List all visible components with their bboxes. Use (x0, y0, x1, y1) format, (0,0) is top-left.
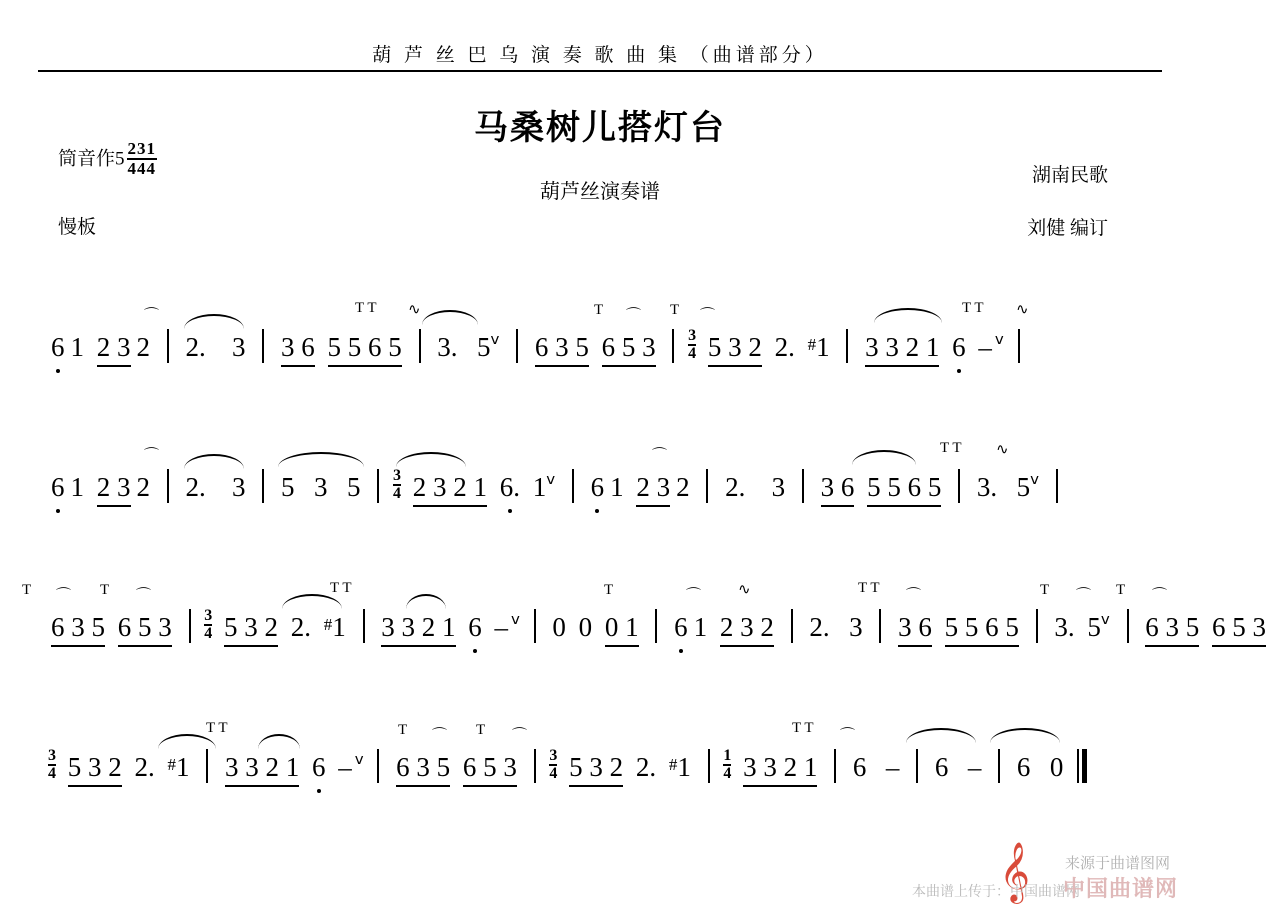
score-line-3 (0, 580, 1267, 700)
slur-arc-icon: ⌒ (652, 448, 668, 464)
score-line-2-notes (48, 468, 1160, 507)
tone-fraction (127, 140, 158, 178)
note: #1 (167, 752, 190, 782)
time-signature: $\frac{3}{4}$ (393, 467, 401, 502)
note: 3. (437, 332, 458, 362)
note-group: 6 5 3 (118, 612, 172, 647)
page-title: 马桑树儿搭灯台 (474, 110, 726, 147)
note: 1 (70, 332, 84, 362)
note-group: 6 5 3 (463, 752, 517, 787)
note-group: 5 5 6 5 (328, 332, 402, 367)
note: 3 (314, 472, 328, 502)
note: 5 (347, 472, 361, 502)
slur-arc-icon: ⌒ (1076, 588, 1092, 604)
arranger-credit: 刘健 编订 (1027, 218, 1108, 239)
note-group: 3 3 2 1 (743, 752, 817, 787)
tie-arc (852, 450, 916, 465)
mordent-icon: ∿ (1016, 302, 1029, 318)
tie-arc (258, 734, 300, 749)
note-group: 6 3 5 (51, 612, 105, 647)
note: $5^ⅴ$ (1087, 612, 1110, 642)
slur-arc-icon: ⌒ (686, 588, 702, 604)
barline (167, 329, 169, 363)
slur-arc-icon: ⌒ (906, 588, 922, 604)
note-group: 2 3 (97, 472, 131, 507)
note: 2. (635, 752, 657, 782)
barline (708, 749, 710, 783)
note: 2 (136, 472, 150, 502)
note-group: 5 3 2 (708, 332, 762, 367)
tongue-articulation-icon: T T (858, 580, 880, 596)
origin-credit: 湖南民歌 (1031, 165, 1108, 186)
tongue-articulation-icon: T T (206, 720, 228, 736)
note-group: 6 3 5 (535, 332, 589, 367)
note-group: 3 3 2 1 (865, 332, 939, 367)
slur-arc-icon: ⌒ (144, 448, 160, 464)
time-signature: $\frac{3}{4}$ (688, 327, 697, 362)
tie-arc (406, 594, 446, 609)
note: 2. (134, 752, 155, 782)
note-group: 3 3 2 1 (225, 752, 299, 787)
tongue-articulation-icon: T (398, 722, 408, 738)
tone-fraction-denominator: 444 (127, 158, 157, 178)
note-group: 2 3 (636, 472, 670, 507)
barline (516, 329, 518, 363)
tie-arc (422, 310, 478, 325)
score-line-1-notes: 6 1 2 3 2 2. 3 3 6 5 5 6 5 3. $5^ⅴ$ 6 3 5 6 5 3 $\frac{3}{4}$ 5 3 2 2. #1 3 3 2 1 6 – $^ⅴ$ (48, 328, 1160, 367)
barline (534, 749, 536, 783)
barline (262, 329, 264, 363)
note: 2. (290, 612, 311, 642)
note: 2 (676, 472, 690, 502)
time-signature: $\frac{3}{4}$ (549, 747, 558, 782)
barline (572, 469, 574, 503)
note: 6 (590, 472, 605, 502)
note: 6 (674, 612, 688, 642)
slur-arc-icon: ⌒ (626, 308, 642, 324)
tongue-articulation-icon: T T (940, 440, 962, 456)
note: 6 (952, 332, 966, 362)
tie-arc (990, 728, 1060, 743)
note: 1 (610, 472, 624, 502)
site-watermark: 中国曲谱网 (1062, 876, 1178, 901)
note: 2. (774, 332, 795, 362)
note-group: 6 5 3 (602, 332, 656, 367)
slur-arc-icon: ⌒ (700, 308, 716, 324)
note-group: 2 3 2 1 (413, 472, 487, 507)
barline (672, 329, 674, 363)
tone-label (58, 140, 157, 178)
note: 3 (849, 612, 863, 642)
barline (1127, 609, 1129, 643)
rest-dash: – (967, 752, 982, 782)
note-group: 2 3 (97, 332, 131, 367)
barline (206, 749, 208, 783)
tie-arc (874, 308, 942, 323)
time-signature: $\frac{1}{4}$ (723, 747, 732, 782)
score-line-2 (0, 440, 1200, 560)
note-group: 3 6 (281, 332, 315, 367)
score-line-4 (0, 720, 1200, 840)
barline (1036, 609, 1038, 643)
rest: 0 (578, 612, 593, 642)
time-signature: $\frac{3}{4}$ (48, 747, 56, 782)
tie-arc (278, 452, 364, 467)
note: 6 (51, 332, 65, 362)
note: 3. (1054, 612, 1075, 642)
barline (916, 749, 918, 783)
note: $5^ⅴ$ (1016, 472, 1040, 502)
barline (998, 749, 1000, 783)
barline (846, 329, 848, 363)
score-line-1 (0, 300, 1200, 420)
slur-arc-icon: ⌒ (144, 308, 160, 324)
barline (834, 749, 836, 783)
tongue-articulation-icon: T T (330, 580, 352, 596)
note: 5 (281, 472, 295, 502)
note: #1 (323, 612, 346, 642)
note-group: 6 5 3 (1212, 612, 1266, 647)
tie-arc (184, 314, 244, 329)
barline (363, 609, 365, 643)
tongue-articulation-icon: T (1116, 582, 1126, 598)
rest-dash: – (978, 332, 992, 362)
note-group: 0 1 (605, 612, 639, 647)
mordent-icon: ∿ (738, 582, 751, 598)
tie-arc (184, 454, 244, 469)
note-group: 5 3 2 (569, 752, 623, 787)
note: 6 (312, 752, 326, 782)
note: $1^ⅴ$ (532, 472, 556, 502)
tongue-articulation-icon: T T (962, 300, 984, 316)
tie-arc (906, 728, 976, 743)
note-group: 3 3 2 1 (381, 612, 455, 647)
mordent-icon: ∿ (996, 442, 1009, 458)
book-header (0, 40, 1200, 67)
note: 3 (232, 472, 246, 502)
note: 2. (725, 472, 746, 502)
barline (167, 469, 169, 503)
time-signature: $\frac{3}{4}$ (204, 607, 213, 642)
slur-arc-icon: ⌒ (56, 588, 72, 604)
note: #1 (668, 752, 691, 782)
rest-dash: – (885, 752, 900, 782)
note-group: 6 3 5 (1145, 612, 1199, 647)
barline (1018, 329, 1020, 363)
note-group: 5 5 6 5 (945, 612, 1019, 647)
upload-watermark: 本曲谱上传于：中国曲谱网 (912, 883, 1080, 899)
note: 2. (185, 332, 206, 362)
note: 6 (852, 752, 867, 782)
barline (262, 469, 264, 503)
note: 3. (976, 472, 998, 502)
barline (879, 609, 881, 643)
slur-arc-icon: ⌒ (840, 728, 856, 744)
note: 3 (232, 332, 246, 362)
slur-arc-icon: ⌒ (512, 728, 528, 744)
note-group: 5 3 2 (68, 752, 122, 787)
note: 2. (185, 472, 206, 502)
note-group: 5 5 6 5 (867, 472, 941, 507)
barline (791, 609, 793, 643)
score-line-3-notes: 6 3 5 6 5 3 $\frac{3}{4}$ 5 3 2 2. #1 3 3 2 1 6 – $^ⅴ$ 0 0 0 1 6 1 2 3 2 2. 3 3 6 5 5 6 5 3. $5^ⅴ$ 6 3 5 6 5 3 (48, 608, 1160, 647)
note: 6 (1016, 752, 1031, 782)
barline (655, 609, 657, 643)
slur-arc-icon: ⌒ (432, 728, 448, 744)
tongue-articulation-icon: T (100, 582, 110, 598)
tone-fraction-numerator: 231 (127, 139, 157, 158)
note: 2. (809, 612, 830, 642)
note: 2 (136, 332, 150, 362)
slur-arc-icon: ⌒ (1152, 588, 1168, 604)
barline (706, 469, 708, 503)
slur-arc-icon: ⌒ (136, 588, 152, 604)
tongue-articulation-icon: T (476, 722, 486, 738)
book-title: 葫 芦 丝 巴 乌 演 奏 歌 曲 集 （曲谱部分） (372, 45, 828, 66)
tie-arc (396, 452, 466, 467)
note: 6 (51, 472, 65, 502)
tongue-articulation-icon: T T (355, 300, 377, 316)
tempo-marking: 慢板 (58, 217, 97, 238)
barline (377, 749, 379, 783)
tongue-articulation-icon: T (22, 582, 32, 598)
treble-clef-watermark-icon: 𝄞 (999, 844, 1030, 901)
note: 1 (70, 472, 84, 502)
note-group: 3 6 (898, 612, 932, 647)
source-watermark: 来源于曲谱图网 (1064, 855, 1170, 872)
score-line-4-notes: $\frac{3}{4}$ 5 3 2 2. #1 3 3 2 1 6 – $^ⅴ$ 6 3 5 6 5 3 $\frac{3}{4}$ 5 3 2 2. #1 $\frac{1}{4}$ 3 3 2 1 6 – 6 – 6 0 (48, 748, 1160, 790)
barline (534, 609, 536, 643)
note-group: 6 3 5 (396, 752, 450, 787)
rest-dash: – (494, 612, 508, 642)
note-group: 3 6 (821, 472, 855, 507)
barline (802, 469, 804, 503)
tongue-articulation-icon: T (594, 302, 604, 318)
note: 6 (934, 752, 949, 782)
final-barline (1077, 749, 1090, 790)
header-divider (38, 70, 1162, 72)
rest: 0 (1049, 752, 1064, 782)
note: 6 (468, 612, 482, 642)
barline (1056, 469, 1058, 503)
note: #1 (807, 332, 830, 362)
rest: 0 (552, 612, 566, 642)
note-group: 5 3 2 (224, 612, 278, 647)
tongue-articulation-icon: T (670, 302, 680, 318)
tongue-articulation-icon: T T (792, 720, 814, 736)
mordent-icon: ∿ (408, 302, 421, 318)
barline (419, 329, 421, 363)
note: 6. (499, 472, 520, 502)
barline (189, 609, 191, 643)
tongue-articulation-icon: T (1040, 582, 1050, 598)
note: 3 (771, 472, 786, 502)
note-group: 2 3 2 (720, 612, 774, 647)
note: 1 (693, 612, 708, 642)
barline (377, 469, 379, 503)
barline (958, 469, 960, 503)
note: $5^ⅴ$ (477, 332, 500, 362)
page-subtitle: 葫芦丝演奏谱 (540, 181, 660, 203)
rest-dash: – (338, 752, 352, 782)
tone-label-text: 筒音作5 (58, 148, 125, 170)
tongue-articulation-icon: T (604, 582, 614, 598)
